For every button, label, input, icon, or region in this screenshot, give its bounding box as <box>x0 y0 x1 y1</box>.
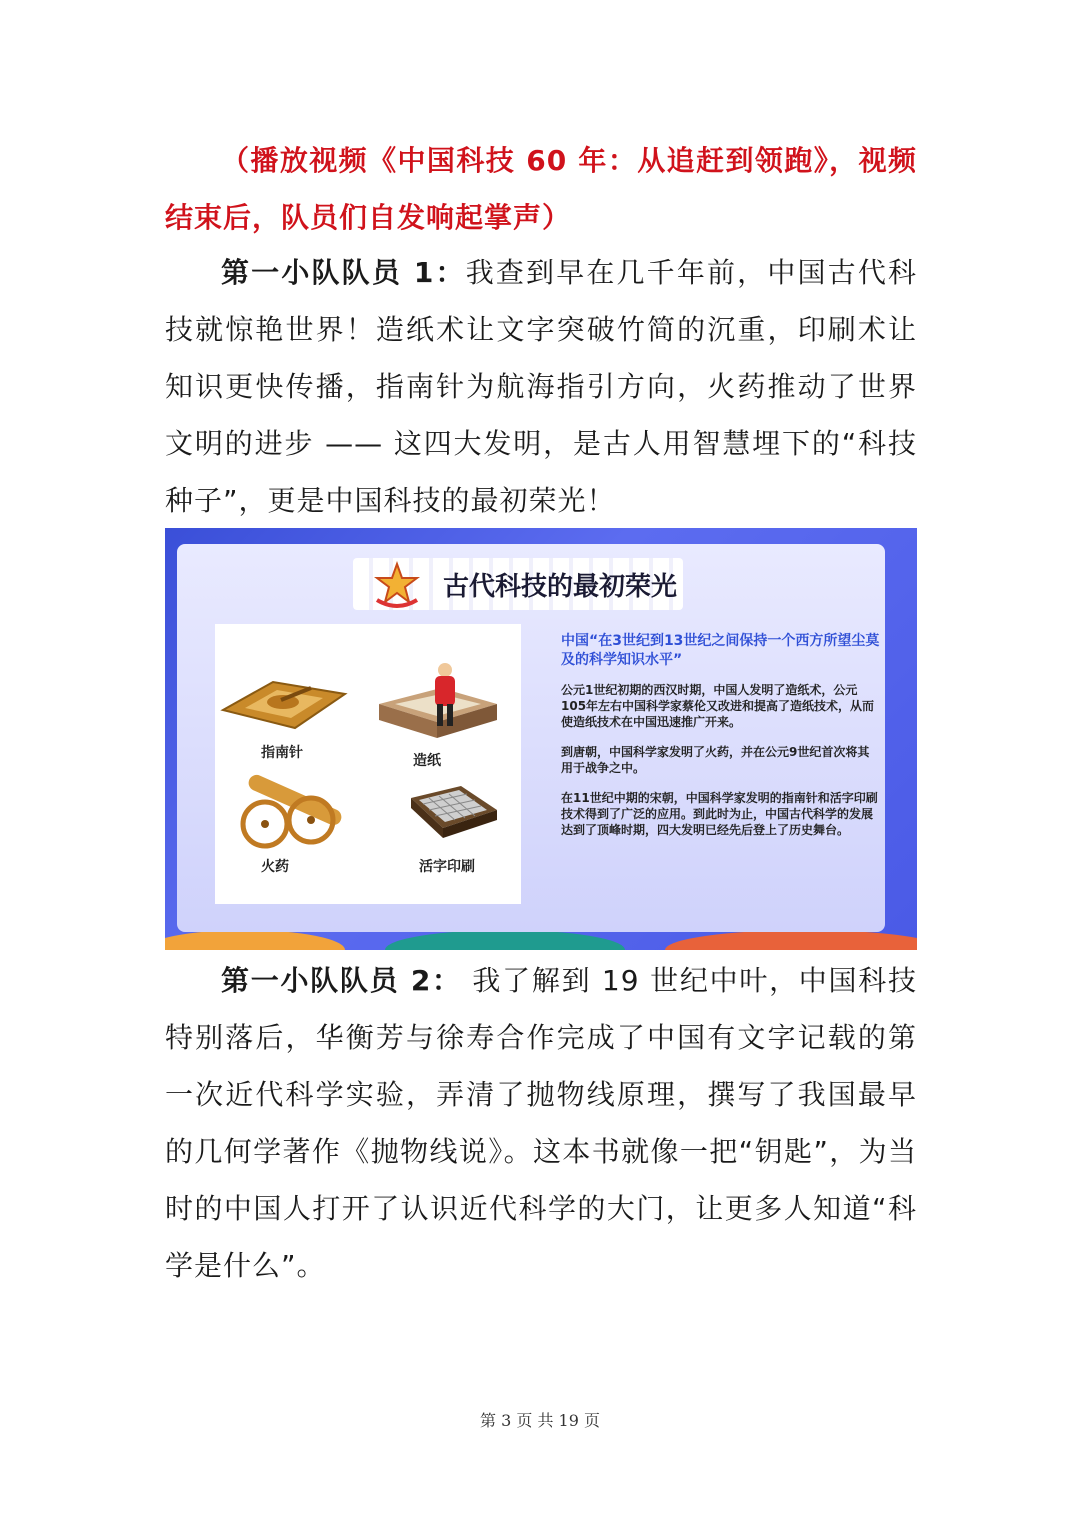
papermaking-icon <box>379 663 497 738</box>
paragraph-member-1 <box>165 244 917 529</box>
decor-wave <box>165 930 345 950</box>
slide-image <box>165 528 917 950</box>
speaker-label: 第一小队队员 2： <box>221 964 462 997</box>
movable-type-icon <box>411 786 497 838</box>
invention-label: 火药 <box>261 859 289 875</box>
slide-body-paragraph: 到唐朝，中国科学家发明了火药，并在公元9世纪首次将其用于战争之中。 <box>561 745 870 775</box>
star-badge-icon <box>369 556 425 612</box>
paragraph-member-2 <box>165 952 917 1294</box>
invention-label: 指南针 <box>261 745 303 761</box>
speaker-label: 第一小队队员 1： <box>221 256 466 289</box>
page-footer: 第 3 页 共 19 页 <box>480 1411 600 1430</box>
invention-label: 造纸 <box>413 753 441 769</box>
decor-wave <box>665 930 917 950</box>
slide-title-bar <box>353 558 683 610</box>
stage-direction: （播放视频《中国科技 60 年：从追赶到领跑》，视频结束后，队员们自发响起掌声） <box>165 144 917 234</box>
paragraph-text: 我查到早在几千年前，中国古代科技就惊艳世界！造纸术让文字突破竹简的沉重，印刷术让知识更快传播，指南针为航海指引方向，火药推动了世界文明的进步 —— 这四大发明，是古人用智慧埋下的“科技种子”，更是中国科技的最初荣光！ <box>165 256 917 517</box>
inventions-image-panel <box>215 624 521 904</box>
invention-label: 活字印刷 <box>419 859 475 875</box>
slide-headline: 中国“在3世纪到13世纪之间保持一个西方所望尘莫及的科学知识水平” <box>561 633 880 668</box>
compass-icon <box>223 682 345 728</box>
slide-text-panel <box>561 632 881 852</box>
paragraph-text: 我了解到 19 世纪中叶，中国科技特别落后，华衡芳与徐寿合作完成了中国有文字记载的第一次近代科学实验，弄清了抛物线原理，撰写了我国最早的几何学著作《抛物线说》。这本书就像一把“钥匙”，为当时的中国人打开了认识近代科学的大门，让更多人知道“科学是什么”。 <box>165 964 917 1282</box>
slide-body-paragraph: 在11世纪中期的宋朝，中国科学家发明的指南针和活字印刷技术得到了广泛的应用。到此时为止，中国古代科学的发展达到了顶峰时期，四大发明已经先后登上了历史舞台。 <box>561 791 878 837</box>
cannon-icon <box>243 772 344 846</box>
slide-panel <box>177 544 885 932</box>
slide-body-paragraph: 公元1世纪初期的西汉时期，中国人发明了造纸术，公元105年左右中国科学家蔡伦又改进和提高了造纸技术，从而使造纸技术在中国迅速推广开来。 <box>561 683 875 729</box>
decor-wave <box>385 930 625 950</box>
slide-title: 古代科技的最初荣光 <box>443 572 678 602</box>
